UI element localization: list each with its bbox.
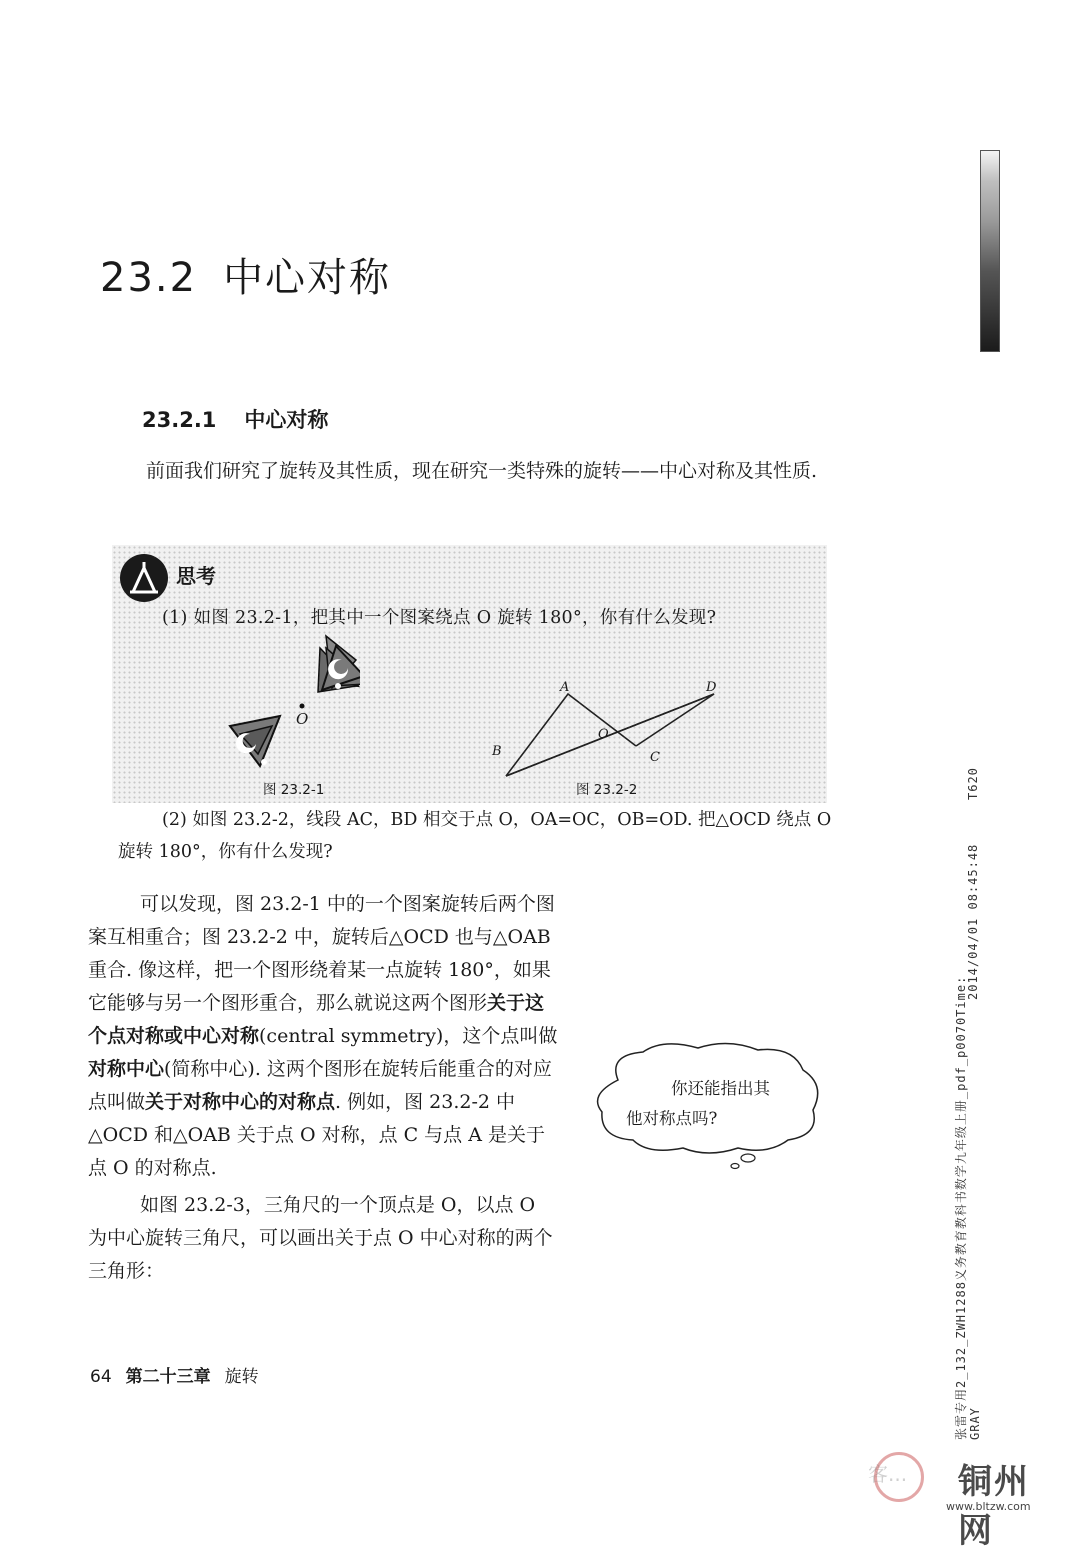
side-filename: 张雷专用2_132_ZWH1288义务教育教科书数学九年级上册_pdf_p0070Time: — [954, 975, 968, 1440]
fig2-caption: 图 23.2-2 — [576, 782, 638, 798]
term-central-symmetry: 关于这个点对称或中心对称 — [88, 992, 545, 1047]
body-paragraph-2: 如图 23.2-3，三角尺的一个顶点是 O，以点 O 为中心旋转三角尺，可以画出关于点 O 中心对称的两个三角形： — [88, 1194, 553, 1282]
side-code: T620 — [966, 767, 980, 800]
footer-chapter: 第二十三章 — [125, 1367, 211, 1387]
chapter-title — [100, 246, 391, 303]
term-symmetry-center: 对称中心 — [88, 1058, 165, 1080]
section-number: 23.2.1 — [142, 408, 217, 432]
fig1-point-label: O — [296, 710, 309, 728]
footer-topic: 旋转 — [224, 1367, 259, 1387]
side-mode: GRAY — [968, 1407, 982, 1440]
figure-23-2-1 — [210, 630, 360, 780]
fig2-label-d: D — [706, 680, 717, 695]
thought-line-1: 你还能指出其 — [671, 1079, 770, 1098]
side-timestamp: 2014/04/01 08:45:48 — [966, 843, 980, 1000]
body-text-segment: 可以发现，图 23.2-1 中的一个图案旋转后两个图案互相重合；图 23.2-2 中，旋转后△OCD 也与△OAB 重合. 像这样，把一个图形绕着某一点旋转 180°，如果它能够与另一个图形重合，那么就说这两个图形 — [88, 893, 555, 1014]
grayscale-calibration-bar — [980, 150, 1000, 352]
chapter-number: 23.2 — [100, 255, 198, 301]
page-number: 64 — [90, 1367, 112, 1387]
question-1: (1) 如图 23.2-1，把其中一个图案绕点 O 旋转 180°，你有什么发现? — [162, 608, 717, 628]
think-icon — [118, 552, 170, 604]
body-text-segment: (简称中心). 这两个图形在旋转后能重合的对应点叫做 — [88, 1058, 552, 1113]
watermark-faint-text: 客... — [868, 1462, 908, 1486]
watermark-brand: 铜州网 — [958, 1462, 1030, 1551]
body-text-segment: . 例如，图 23.2-2 中△OCD 和△OAB 关于点 O 对称，点 C 与点 A 是关于点 O 的对称点. — [88, 1091, 545, 1179]
fig2-label-b: B — [492, 744, 502, 759]
question-2: (2) 如图 23.2-2，线段 AC，BD 相交于点 O，OA=OC，OB=OD. 把△OCD 绕点 O 旋转 180°，你有什么发现? — [118, 810, 832, 862]
term-symmetric-points: 关于对称中心的对称点 — [145, 1091, 336, 1113]
fig2-label-o: O — [598, 727, 609, 742]
body-text-segment: (central symmetry)，这个点叫做 — [259, 1025, 558, 1047]
body-paragraph-1 — [88, 888, 558, 1185]
upper-triangle-pattern — [318, 636, 360, 692]
fig2-label-a: A — [560, 680, 570, 695]
fig1-caption: 图 23.2-1 — [263, 782, 325, 798]
section-title — [142, 404, 328, 434]
chapter-title-text: 中心对称 — [223, 255, 392, 301]
thought-text — [626, 1074, 816, 1134]
think-label: 思考 — [176, 564, 216, 588]
watermark-url: www.bltzw.com — [946, 1500, 1031, 1513]
thought-line-2: 他对称点吗? — [626, 1109, 718, 1128]
body-text — [88, 888, 558, 1288]
section-title-text: 中心对称 — [244, 408, 329, 432]
figure-23-2-2 — [490, 680, 730, 780]
intro-paragraph: 前面我们研究了旋转及其性质，现在研究一类特殊的旋转——中心对称及其性质. — [146, 460, 818, 482]
point-o — [300, 704, 305, 709]
lower-triangle-pattern — [230, 716, 280, 766]
page-footer — [90, 1362, 259, 1387]
site-watermark — [868, 1452, 1054, 1551]
fig2-label-c: C — [650, 750, 660, 765]
